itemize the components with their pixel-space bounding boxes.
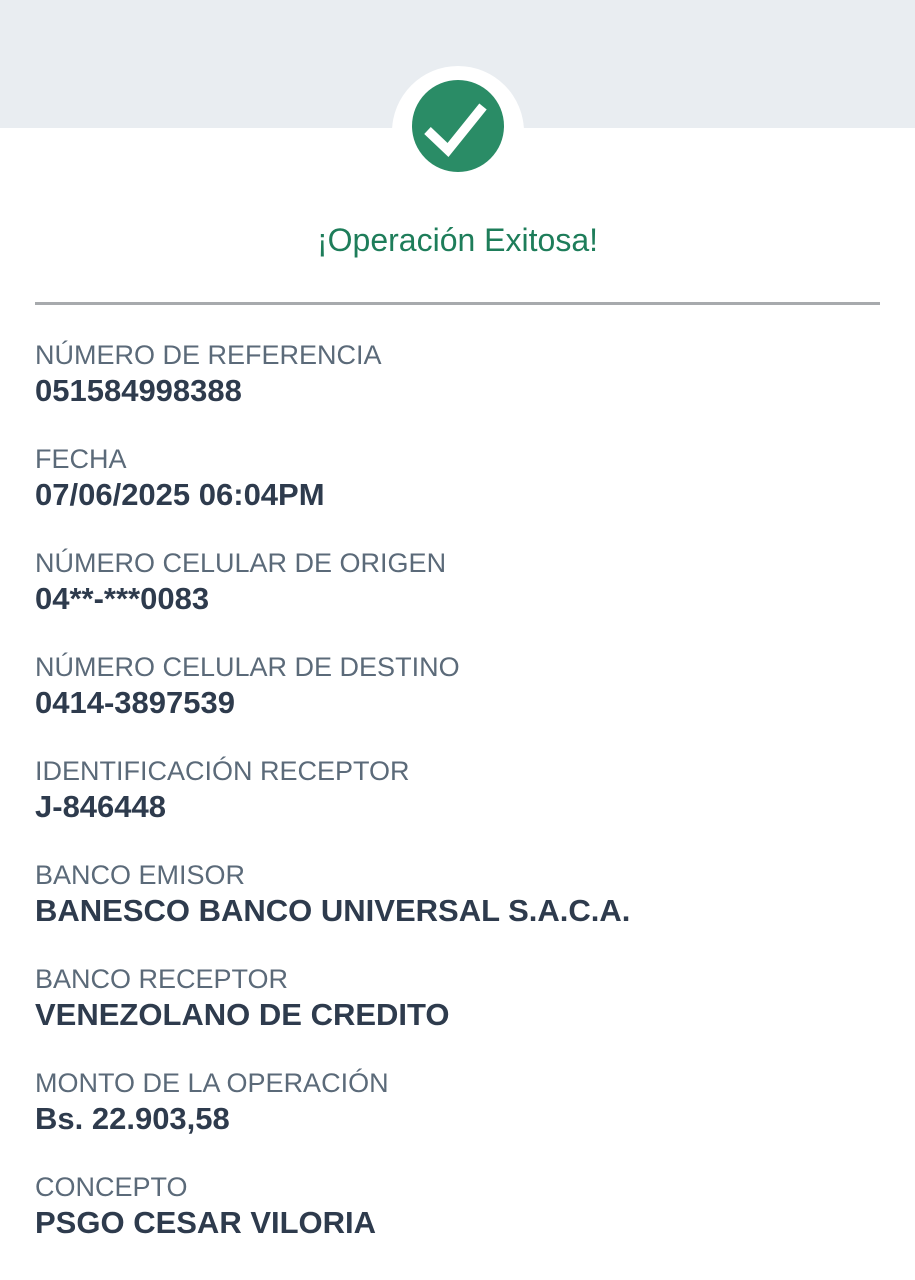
field-label: FECHA <box>35 444 127 474</box>
field-date <box>35 444 880 515</box>
field-value: BANESCO BANCO UNIVERSAL S.A.C.A. <box>35 893 631 928</box>
header-band <box>0 0 915 128</box>
field-value: Bs. 22.903,58 <box>35 1101 230 1136</box>
field-label: BANCO EMISOR <box>35 860 246 890</box>
success-check-icon <box>412 80 504 172</box>
field-label: NÚMERO CELULAR DE DESTINO <box>35 652 460 682</box>
field-label: MONTO DE LA OPERACIÓN <box>35 1068 389 1098</box>
success-badge <box>412 80 504 172</box>
field-destination-phone <box>35 652 880 723</box>
divider <box>35 302 880 305</box>
field-receiving-bank <box>35 964 880 1035</box>
receipt-fields <box>35 340 880 1243</box>
page-title: ¡Operación Exitosa! <box>316 222 598 258</box>
field-value: 07/06/2025 06:04PM <box>35 477 325 512</box>
field-label: NÚMERO CELULAR DE ORIGEN <box>35 548 447 578</box>
field-value: 04**-***0083 <box>35 581 210 616</box>
field-label: CONCEPTO <box>35 1172 188 1202</box>
field-value: 0414-3897539 <box>35 685 235 720</box>
field-label: IDENTIFICACIÓN RECEPTOR <box>35 756 410 786</box>
field-concept <box>35 1172 880 1243</box>
field-issuing-bank <box>35 860 880 931</box>
field-label: BANCO RECEPTOR <box>35 964 289 994</box>
field-value: VENEZOLANO DE CREDITO <box>35 997 450 1032</box>
field-origin-phone <box>35 548 880 619</box>
field-amount <box>35 1068 880 1139</box>
field-reference-number <box>35 340 880 411</box>
field-receiver-id <box>35 756 880 827</box>
field-value: PSGO CESAR VILORIA <box>35 1205 377 1240</box>
receipt-content <box>0 220 915 1243</box>
field-value: J-846448 <box>35 789 167 824</box>
field-label: NÚMERO DE REFERENCIA <box>35 340 382 370</box>
field-value: 051584998388 <box>35 373 242 408</box>
